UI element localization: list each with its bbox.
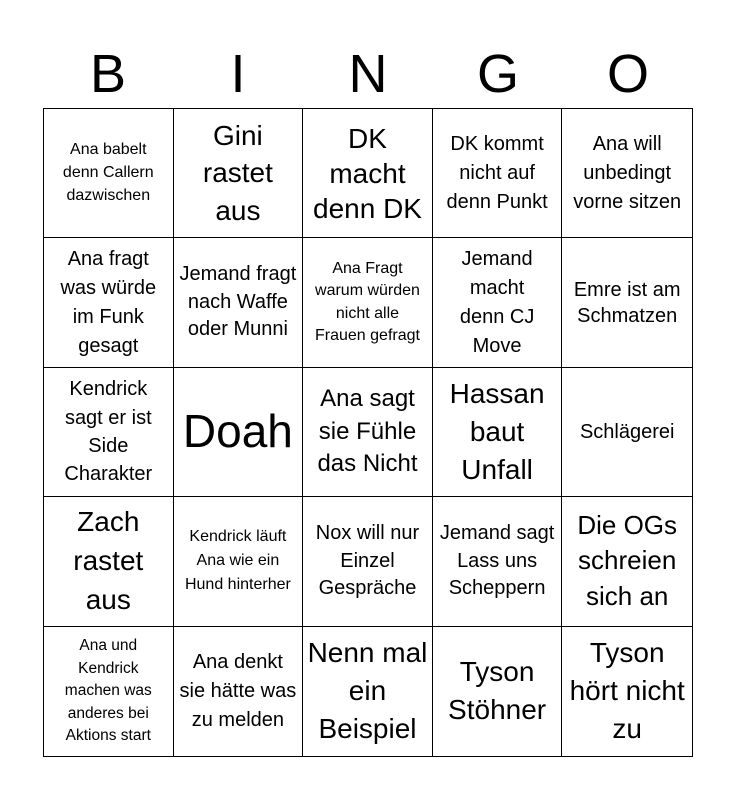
cell-text: Kendrick sagt er ist Side Charakter: [64, 378, 153, 486]
bingo-header: [43, 40, 693, 108]
bingo-cell[interactable]: [433, 497, 563, 626]
bingo-cell[interactable]: [433, 627, 563, 756]
bingo-cell[interactable]: [303, 497, 433, 626]
bingo-cell[interactable]: [562, 497, 692, 626]
bingo-cell[interactable]: [44, 368, 174, 497]
header-letter-b: B: [89, 44, 127, 104]
cell-text: Ana babelt denn Callern dazwischen: [62, 141, 154, 204]
cell-text: Die OGs schreien sich an: [577, 509, 678, 612]
cell-text: Jemand sagt Lass uns Scheppern: [439, 522, 555, 600]
cell-text: Doah: [182, 405, 293, 458]
cell-text: Ana und Kendrick machen was anderes bei Aktions start: [64, 637, 152, 744]
cell-text: Zach rastet aus: [73, 506, 144, 615]
header-letter-g: G: [476, 44, 519, 104]
cell-text: Nox will nur Einzel Gespräche: [315, 522, 420, 600]
bingo-cell[interactable]: [433, 238, 563, 367]
cell-text: Tyson Stöhner: [448, 656, 547, 726]
bingo-cell[interactable]: [562, 109, 692, 238]
bingo-cell[interactable]: [562, 238, 692, 367]
cell-text: Jemand fragt nach Waffe oder Munni: [179, 263, 297, 341]
bingo-cell[interactable]: [303, 109, 433, 238]
cell-text: DK macht denn DK: [313, 122, 422, 224]
bingo-cell[interactable]: [562, 627, 692, 756]
cell-text: Ana sagt sie Fühle das Nicht: [317, 385, 418, 478]
bingo-cell[interactable]: [174, 368, 304, 497]
cell-text: Kendrick läuft Ana wie ein Hund hinterher: [184, 528, 291, 594]
bingo-cell[interactable]: [303, 238, 433, 367]
cell-text: Gini rastet aus: [202, 119, 273, 226]
bingo-board: [43, 108, 693, 757]
bingo-cell[interactable]: [562, 368, 692, 497]
cell-text: Hassan baut Unfall: [449, 377, 545, 486]
cell-text: Ana fragt was würde im Funk gesagt: [60, 247, 157, 357]
bingo-cell[interactable]: [303, 368, 433, 497]
bingo-cell[interactable]: [433, 368, 563, 497]
cell-text: Emre ist am Schmatzen: [573, 278, 681, 327]
bingo-cell[interactable]: [303, 627, 433, 756]
bingo-cell[interactable]: [433, 109, 563, 238]
cell-text: Jemand macht denn CJ Move: [459, 247, 535, 357]
cell-text: Ana will unbedingt vorne sitzen: [573, 132, 682, 213]
header-letter-o: O: [606, 44, 649, 104]
cell-text: Schlägerei: [579, 420, 675, 443]
bingo-cell[interactable]: [174, 109, 304, 238]
cell-text: Nenn mal ein Beispiel: [307, 637, 428, 745]
bingo-cell[interactable]: [174, 238, 304, 367]
bingo-cell[interactable]: [174, 627, 304, 756]
cell-text: DK kommt nicht auf denn Punkt: [446, 132, 548, 213]
bingo-cell[interactable]: [174, 497, 304, 626]
bingo-cell[interactable]: [44, 109, 174, 238]
cell-text: Ana Fragt warum würden nicht alle Frauen gefragt: [315, 259, 420, 344]
cell-text: Tyson hört nicht zu: [569, 637, 685, 745]
bingo-cell[interactable]: [44, 238, 174, 367]
header-letter-n: N: [348, 44, 388, 104]
header-letter-i: I: [230, 44, 246, 104]
bingo-cell[interactable]: [44, 627, 174, 756]
cell-text: Ana denkt sie hätte was zu melden: [179, 650, 297, 731]
bingo-cell[interactable]: [44, 497, 174, 626]
